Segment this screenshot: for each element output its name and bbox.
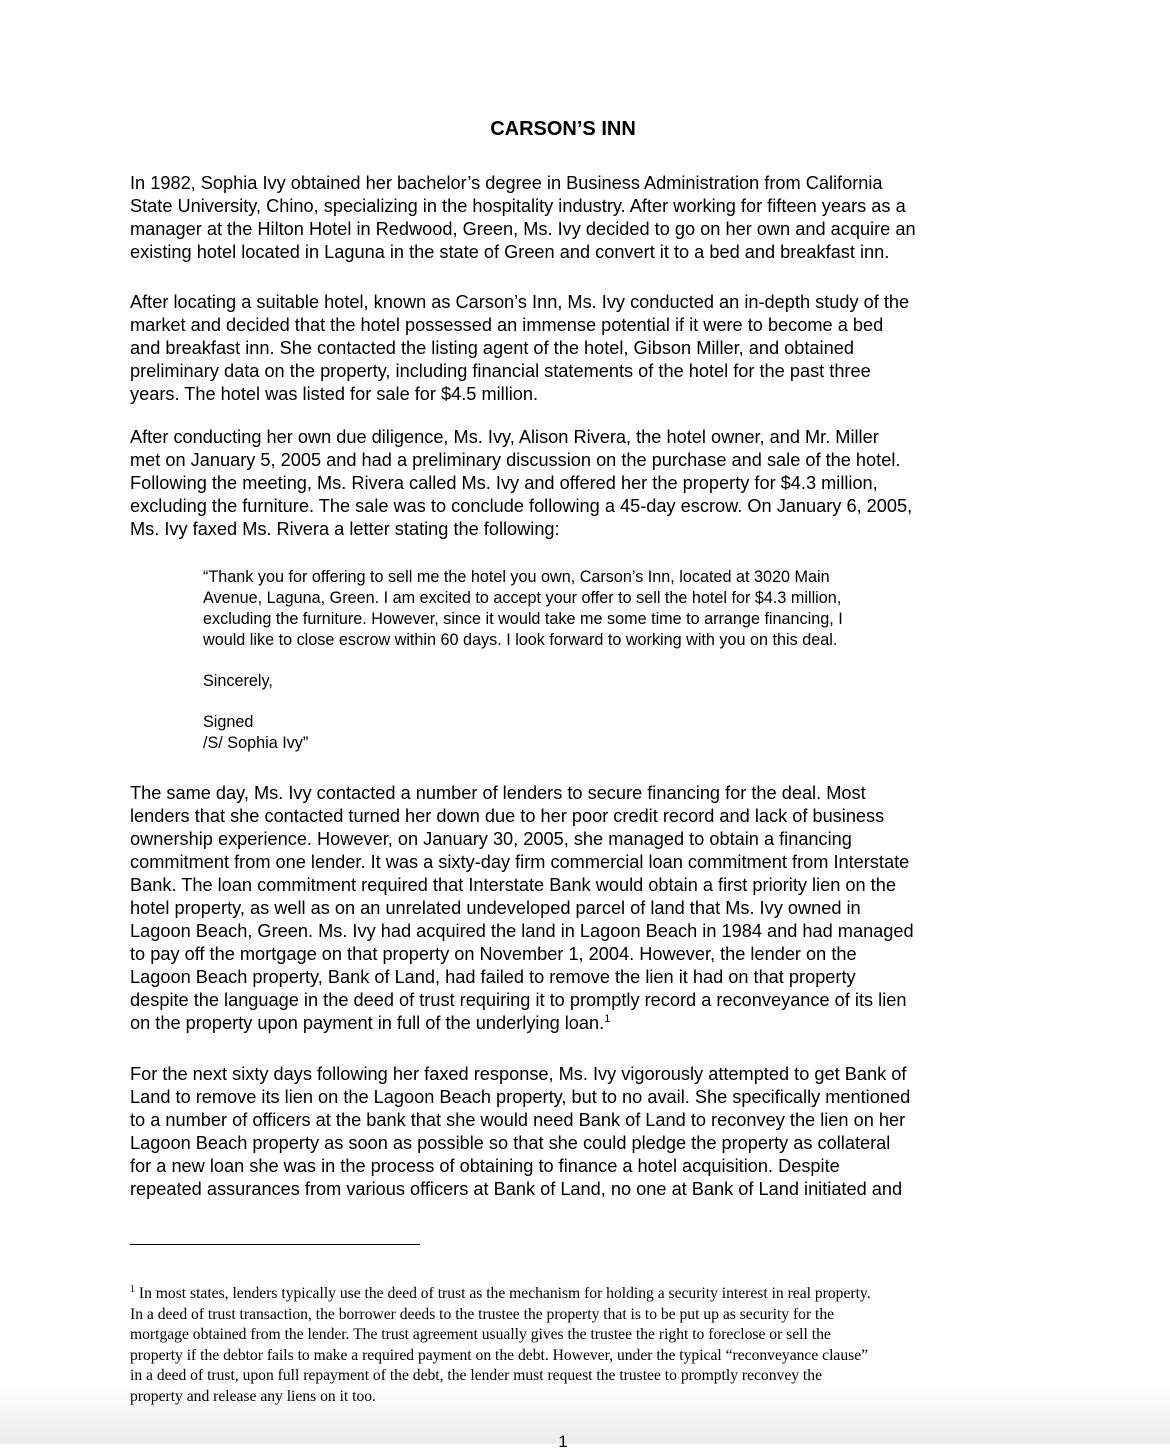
paragraph-lien-attempts [130,1063,910,1201]
letter-signature: /S/ Sophia Ivy” [203,734,309,752]
page-number: 1 [558,1432,568,1451]
letter-body [203,567,843,651]
text-line: Bank. The loan commitment required that Interstate Bank would obtain a first priority lien on the [130,875,896,895]
document-title: CARSON’S INN [490,118,636,140]
footnote-number: 1 [130,1283,135,1295]
text-line: despite the language in the deed of trust requiring it to promptly record a reconveyance of its lien [130,990,907,1010]
text-line: lenders that she contacted turned her down due to her poor credit record and lack of business [130,806,885,826]
text-line: Lagoon Beach, Green. Ms. Ivy had acquired the land in Lagoon Beach in 1984 and had managed [130,921,914,941]
footnote [130,1284,871,1407]
footnote-line-text: In most states, lenders typically use the deed of trust as the mechanism for holding a security interest in real property. [135,1285,871,1302]
text-line: to pay off the mortgage on that property on November 1, 2004. However, the lender on the [130,944,857,964]
footnote-line [130,1284,871,1305]
footnote-line-text: In a deed of trust transaction, the borrower deeds to the trustee the property that is to be put up as security for the [130,1305,835,1323]
letter-signature-block [203,712,308,754]
footnote-line [130,1387,871,1408]
footnote-line-text: in a deed of trust, upon full repayment of the debt, the lender must request the trustee to promptly reconvey the [130,1367,822,1384]
text-line: years. The hotel was listed for sale for $4.5 million. [130,384,539,404]
text-line: Land to remove its lien on the Lagoon Beach property, but to no avail. She specifically mentioned [130,1087,911,1107]
text-line: Lagoon Beach property as soon as possible so that she could pledge the property as collateral [130,1133,891,1153]
text-line: manager at the Hilton Hotel in Redwood, Green, Ms. Ivy decided to go on her own and acquire an [130,219,916,239]
text-line: repeated assurances from various officers at Bank of Land, no one at Bank of Land initiated and [130,1179,903,1199]
footnote-line [130,1366,871,1387]
text-line: for a new loan she was in the process of obtaining to finance a hotel acquisition. Despite [130,1156,840,1176]
text-line: to a number of officers at the bank that she would need Bank of Land to reconvey the lien on her [130,1110,906,1130]
text-line: excluding the furniture. The sale was to conclude following a 45-day escrow. On January 6, 2005, [130,496,913,516]
text-line: Avenue, Laguna, Green. I am excited to accept your offer to sell the hotel for $4.3 million, [203,589,842,607]
text-line: would like to close escrow within 60 days. I look forward to working with you on this deal. [203,631,838,649]
paragraph-hotel-search [130,291,909,406]
text-line: met on January 5, 2005 and had a preliminary discussion on the purchase and sale of the hotel. [130,450,901,470]
footnote-reference[interactable]: 1 [604,1012,611,1025]
paragraph-offer [130,426,912,541]
footnote-line [130,1325,871,1346]
text-line: excluding the furniture. However, since it would take me some time to arrange financing, I [203,610,843,628]
footnote-line [130,1346,871,1367]
text-line: State University, Chino, specializing in the hospitality industry. After working for fifteen years as a [130,196,906,216]
text-line: The same day, Ms. Ivy contacted a number of lenders to secure financing for the deal. Most [130,783,866,803]
text-line: market and decided that the hotel possessed an immense potential if it were to become a bed [130,315,884,335]
text-line: preliminary data on the property, including financial statements of the hotel for the past three [130,361,871,381]
footnote-line-text: mortgage obtained from the lender. The trust agreement usually gives the trustee the right to foreclose or sell the [130,1326,831,1343]
text-line: For the next sixty days following her faxed response, Ms. Ivy vigorously attempted to get Bank of [130,1064,907,1084]
footnote-line-text: property and release any liens on it too. [130,1387,376,1405]
paragraph-financing [130,782,914,1035]
text-line [130,1012,914,1035]
text-line: After locating a suitable hotel, known as Carson’s Inn, Ms. Ivy conducted an in-depth study of the [130,292,910,312]
footnote-line [130,1305,871,1326]
text-line: “Thank you for offering to sell me the hotel you own, Carson’s Inn, located at 3020 Main [203,568,830,586]
paragraph-background [130,172,916,264]
letter-signed: Signed [203,713,254,731]
text-line: In 1982, Sophia Ivy obtained her bachelor’s degree in Business Administration from California [130,173,883,193]
text-line: and breakfast inn. She contacted the listing agent of the hotel, Gibson Miller, and obtained [130,338,854,358]
text-line: commitment from one lender. It was a sixty-day firm commercial loan commitment from Interstate [130,852,910,872]
letter-closing: Sincerely, [203,672,273,690]
text-line: Ms. Ivy faxed Ms. Rivera a letter stating the following: [130,519,560,539]
text-line-content: on the property upon payment in full of the underlying loan. [130,1013,605,1033]
footnote-separator [130,1244,420,1245]
text-line: Following the meeting, Ms. Rivera called Ms. Ivy and offered her the property for $4.3 million, [130,473,878,493]
text-line: After conducting her own due diligence, Ms. Ivy, Alison Rivera, the hotel owner, and Mr. Miller [130,427,879,447]
text-line: Lagoon Beach property, Bank of Land, had failed to remove the lien it had on that property [130,967,856,987]
text-line: ownership experience. However, on January 30, 2005, she managed to obtain a financing [130,829,852,849]
text-line: hotel property, as well as on an unrelated undeveloped parcel of land that Ms. Ivy owned in [130,898,861,918]
footnote-line-text: property if the debtor fails to make a required payment on the debt. However, under the typical “reconveyance clause” [130,1346,869,1364]
text-line: existing hotel located in Laguna in the state of Green and convert it to a bed and breakfast inn. [130,242,890,262]
